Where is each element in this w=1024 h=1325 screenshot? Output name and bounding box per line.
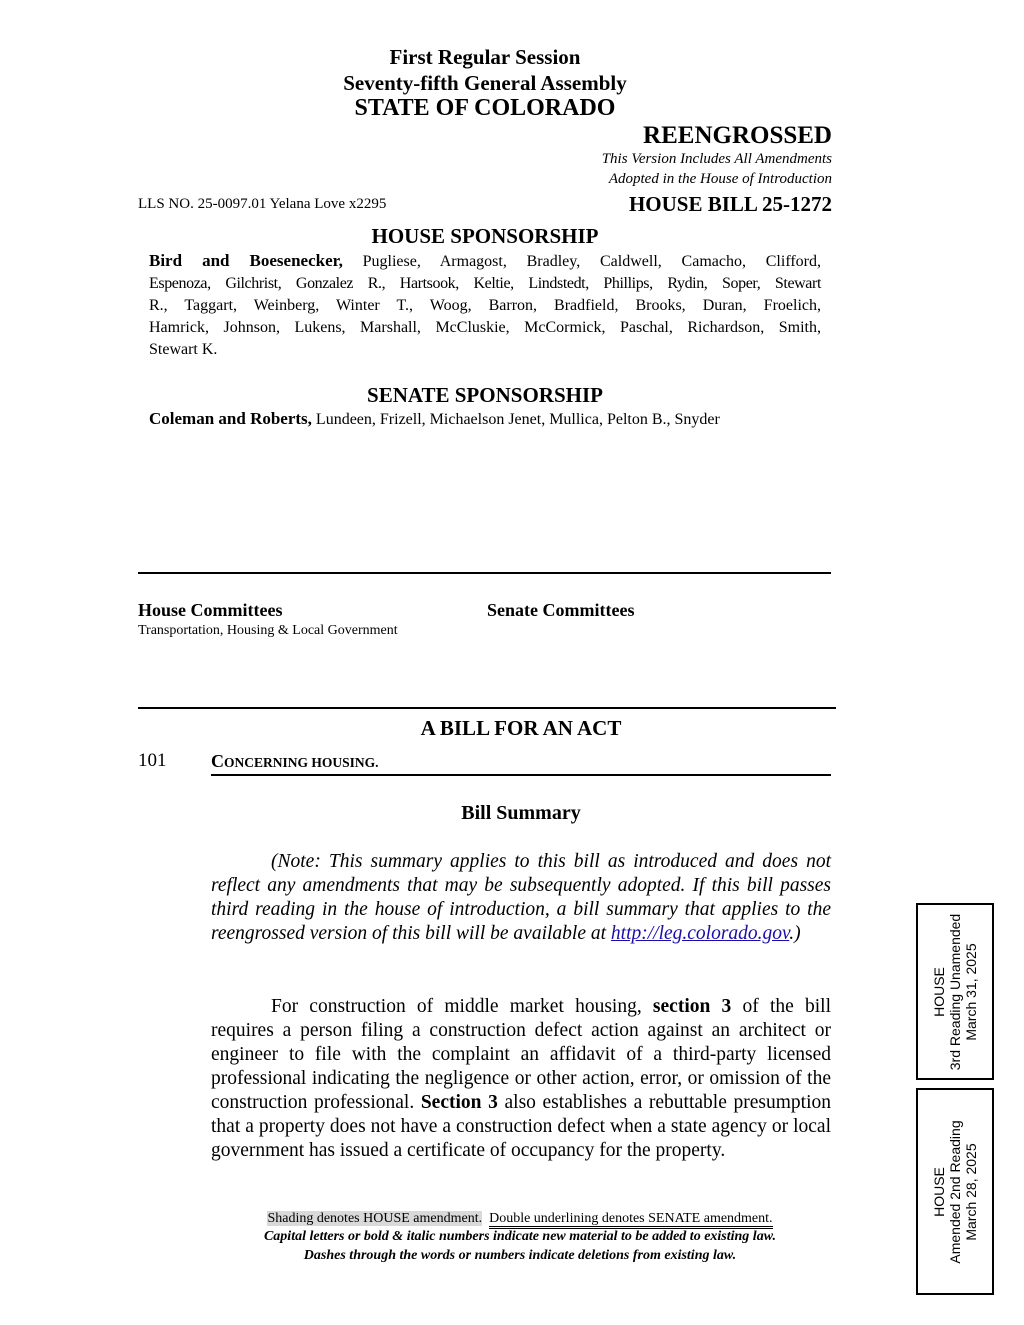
footer-line-2: Capital letters or bold & italic numbers indicate new material to be added to existing law. <box>263 1229 777 1244</box>
house-sponsors-line2: Espenoza, Gilchrist, Gonzalez R., Hartsook, Keltie, Lindstedt, Phillips, Rydin, Soper, Stewart <box>149 275 821 292</box>
senate-sponsors-list: Lundeen, Frizell, Michaelson Jenet, Mullica, Pelton B., Snyder <box>315 411 720 428</box>
stamp-third-reading <box>916 903 994 1080</box>
version-note-2: Adopted in the House of Introduction <box>608 171 832 187</box>
act-concerning-cap: C <box>211 751 224 771</box>
stamp-1-date: March 31, 2025 <box>963 942 979 1041</box>
divider-act-bottom <box>211 774 831 776</box>
summary-section-ref-1: section 3 <box>652 996 732 1017</box>
summary-section-ref-2: Section 3 <box>420 1092 498 1113</box>
leg-colorado-link[interactable]: http://leg.colorado.gov <box>610 923 790 944</box>
divider-act <box>138 707 836 709</box>
summary-title: Bill Summary <box>461 802 581 824</box>
footer-line-3: Dashes through the words or numbers indicate deletions from existing law. <box>303 1248 737 1263</box>
footer-legend <box>0 1211 1024 1227</box>
house-committees-label: House Committees <box>138 600 283 620</box>
summary-text-2: of the bill requires a person filing a construction defect action against an architect or engineer to file with the complaint an affidavit of a third-party licensed professional indicating the negligence or other action, error, or omission of the construction professional. <box>211 996 831 1113</box>
senate-sponsorship-title: SENATE SPONSORSHIP <box>367 383 603 407</box>
house-sponsors-line4: Hamrick, Johnson, Lukens, Marshall, McCluskie, McCormick, Paschal, Richardson, Smith, <box>149 319 821 336</box>
senate-lead-sponsors: Coleman and Roberts, <box>149 409 312 428</box>
state-title: STATE OF COLORADO <box>354 95 616 121</box>
house-lead-sponsors: Bird and Boesenecker, <box>149 251 343 270</box>
summary-note-end: .) <box>789 923 801 944</box>
act-concerning-rest: ONCERNING HOUSING. <box>224 755 379 770</box>
summary-text-1: For construction of middle market housing, <box>271 996 653 1017</box>
house-committees-list: Transportation, Housing & Local Government <box>138 623 398 638</box>
version-label: REENGROSSED <box>643 122 832 149</box>
version-note-1: This Version Includes All Amendments <box>601 151 832 167</box>
house-sponsors-line5: Stewart K. <box>149 341 218 358</box>
house-sponsorship-title: HOUSE SPONSORSHIP <box>371 224 599 248</box>
footer-shading-note: Shading denotes HOUSE amendment. <box>267 1211 483 1226</box>
session-title: First Regular Session <box>389 45 581 69</box>
house-sponsors-line1: Pugliese, Armagost, Bradley, Caldwell, Camacho, Clifford, <box>362 253 822 270</box>
stamp-2-date: March 28, 2025 <box>963 1142 979 1241</box>
house-sponsors-line3: R., Taggart, Weinberg, Winter T., Woog, Barron, Bradfield, Brooks, Duran, Froelich, <box>149 297 821 314</box>
stamp-1-chamber: HOUSE <box>931 966 947 1017</box>
stamp-2-chamber: HOUSE <box>931 1166 947 1217</box>
assembly-title: Seventy-fifth General Assembly <box>343 71 627 95</box>
stamp-2-action: Amended 2nd Reading <box>947 1119 963 1264</box>
summary-paragraph <box>211 995 831 1163</box>
act-title: A BILL FOR AN ACT <box>420 716 622 740</box>
house-sponsors <box>149 250 821 361</box>
divider-top <box>138 572 831 574</box>
bill-number: HOUSE BILL 25-1272 <box>628 192 832 216</box>
line-number: 101 <box>138 750 167 771</box>
footer-double-underline-note: Double underlining denotes SENATE amendment. <box>489 1211 772 1229</box>
summary-text-3: also establishes a rebuttable presumption that a property does not have a construction defect when a state agency or local government has issued a certificate of occupancy for the property. <box>211 1092 831 1161</box>
senate-sponsors <box>149 409 720 429</box>
act-concerning <box>211 751 379 772</box>
senate-committees-label: Senate Committees <box>487 600 635 620</box>
lls-number: LLS NO. 25-0097.01 Yelana Love x2295 <box>138 196 387 212</box>
stamp-1-action: 3rd Reading Unamended <box>947 913 963 1070</box>
summary-note <box>211 850 831 946</box>
summary-note-text: (Note: This summary applies to this bill as introduced and does not reflect any amendments that may be subsequently adopted. If this bill passes third reading in the house of introduction, a bill summary that applies to the reengrossed version of this bill will be available at <box>211 851 831 944</box>
